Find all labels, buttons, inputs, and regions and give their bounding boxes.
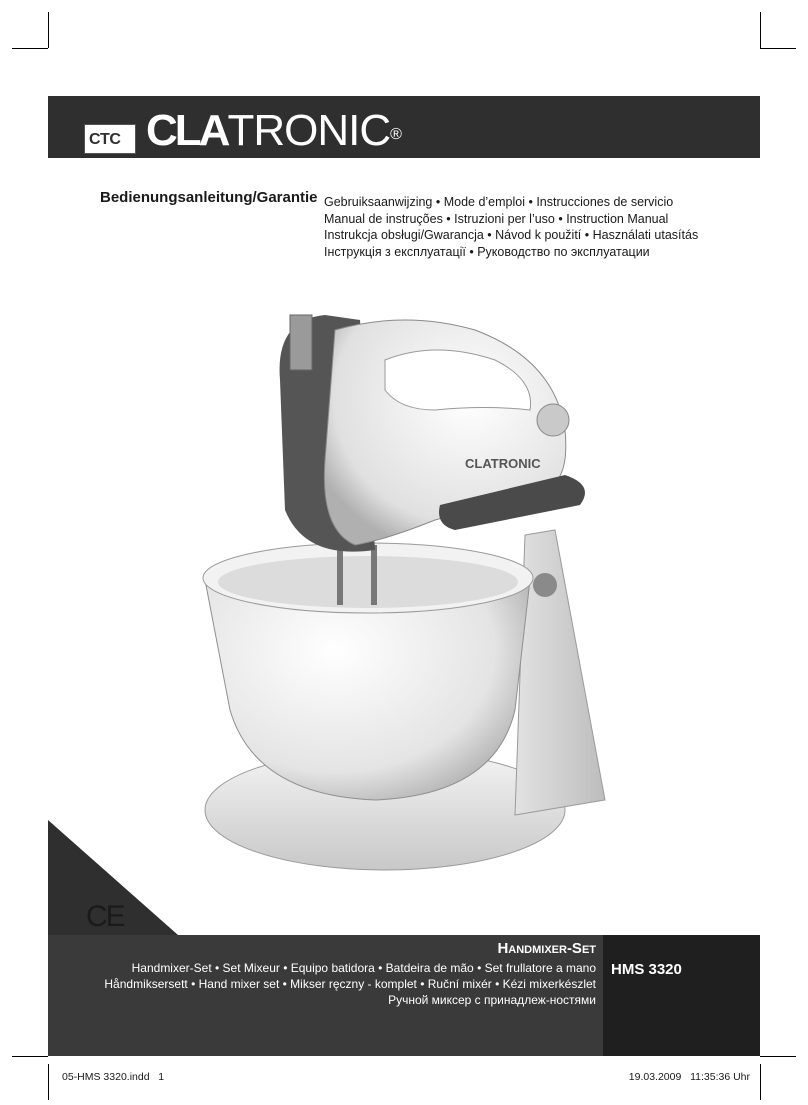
product-line: Ручной миксер с принадлеж-ностями (388, 993, 596, 1007)
product-line: Handmixer-Set • Set Mixeur • Equipo batidora • Batdeira de mão • Set frullatore a mano (131, 961, 596, 975)
language-line: Manual de instruções • Istruzioni per l’uso • Instruction Manual (324, 211, 669, 226)
clatronic-logo (146, 106, 401, 156)
crop-mark (48, 12, 49, 48)
language-line: Інструкція з експлуатації • Руководство по эксплуатации (324, 244, 650, 259)
logo-bold-part: CLA (146, 106, 228, 155)
manual-title: Bedienungsanleitung/Garantie (100, 189, 318, 206)
language-line: Gebruiksaanwijzing • Mode d’emploi • Instrucciones de servicio (324, 195, 674, 209)
ce-mark: CE (86, 900, 124, 933)
beater (371, 545, 377, 605)
eject-lever (290, 315, 312, 370)
product-photo (185, 290, 625, 890)
beater (337, 545, 343, 605)
crop-mark (48, 1064, 49, 1100)
crop-mark (12, 1056, 48, 1057)
crop-mark (760, 1064, 761, 1100)
tilt-button (533, 573, 557, 597)
crop-mark (12, 48, 48, 49)
crop-mark (760, 12, 761, 48)
model-number: HMS 3320 (611, 961, 682, 978)
language-line: Instrukcja obsługi/Gwarancja • Návod k použití • Használati utasítás (324, 228, 699, 242)
ctc-logo (84, 124, 136, 154)
speed-dial (537, 404, 569, 436)
language-list (324, 194, 698, 260)
model-bar (603, 935, 760, 1056)
product-title: Handmixer-Set (497, 940, 596, 957)
mixer-logo: CLATRONIC (465, 456, 541, 471)
product-line: Håndmiksersett • Hand mixer set • Mikser ręczny - komplet • Ruční mixér • Kézi mixerkészlet (104, 977, 596, 991)
logo-thin-part: TRONIC (227, 106, 391, 155)
footer-timestamp: 19.03.2009 11:35:36 Uhr (628, 1071, 750, 1083)
ctc-logo-text: CTC (89, 131, 121, 148)
crop-mark (760, 48, 796, 49)
crop-mark (760, 1056, 796, 1057)
footer-filename: 05-HMS 3320.indd 1 (62, 1071, 165, 1083)
registered-mark: ® (390, 126, 401, 143)
